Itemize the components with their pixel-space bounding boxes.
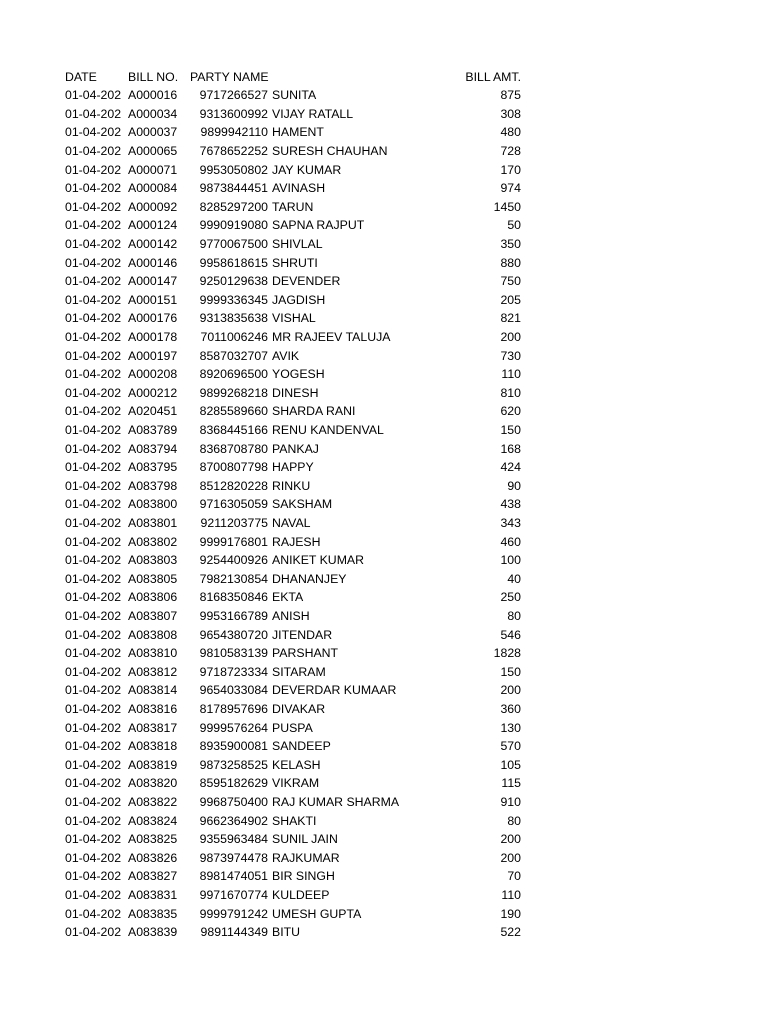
- row-date: 01-04-202: [65, 162, 122, 177]
- row-bill-no: A083819: [128, 757, 178, 772]
- row-bill-no: A000212: [128, 385, 178, 400]
- row-phone: 9716305059: [199, 497, 268, 512]
- row-bill-no: A083808: [128, 627, 178, 642]
- row-phone: 8587032707: [199, 348, 268, 363]
- row-date: 01-04-202: [65, 701, 122, 716]
- table-row: [0, 719, 768, 738]
- row-phone: 8285297200: [199, 199, 268, 214]
- row-party-name: PUSPA: [272, 720, 313, 735]
- row-party-name: RENU KANDENVAL: [272, 422, 384, 437]
- row-bill-no: A083835: [128, 906, 178, 921]
- row-bill-amt: 730: [500, 348, 521, 363]
- row-bill-no: A083820: [128, 776, 178, 791]
- row-date: 01-04-202: [65, 720, 122, 735]
- row-bill-no: A083803: [128, 553, 178, 568]
- row-phone: 8935900081: [199, 739, 268, 754]
- row-bill-amt: 360: [500, 701, 521, 716]
- row-party-name: PARSHANT: [272, 646, 339, 661]
- row-bill-amt: 480: [500, 125, 521, 140]
- row-phone: 8168350846: [199, 590, 268, 605]
- row-date: 01-04-202: [65, 478, 122, 493]
- row-date: 01-04-202: [65, 608, 122, 623]
- table-row: [0, 700, 768, 719]
- table-row: [0, 644, 768, 663]
- row-bill-no: A000084: [128, 181, 178, 196]
- row-bill-amt: 308: [500, 106, 521, 121]
- table-row: [0, 477, 768, 496]
- row-party-name: RAJ KUMAR SHARMA: [272, 794, 400, 809]
- row-bill-amt: 168: [500, 441, 521, 456]
- row-bill-amt: 1450: [493, 199, 521, 214]
- row-bill-no: A083814: [128, 683, 178, 698]
- row-phone: 9355963484: [199, 832, 268, 847]
- row-bill-no: A083812: [128, 664, 178, 679]
- table-row: [0, 774, 768, 793]
- row-party-name: SHRUTI: [272, 255, 318, 270]
- row-party-name: KELASH: [272, 757, 321, 772]
- row-bill-no: A083801: [128, 515, 178, 530]
- row-bill-amt: 250: [500, 590, 521, 605]
- row-bill-no: A083810: [128, 646, 178, 661]
- row-party-name: RAJKUMAR: [272, 850, 340, 865]
- row-bill-amt: 200: [500, 683, 521, 698]
- row-date: 01-04-202: [65, 571, 122, 586]
- table-row: [0, 291, 768, 310]
- row-bill-amt: 880: [500, 255, 521, 270]
- row-phone: 8700807798: [199, 460, 268, 475]
- row-phone: 9654033084: [199, 683, 268, 698]
- row-bill-no: A000208: [128, 367, 178, 382]
- row-party-name: DINESH: [272, 385, 319, 400]
- row-bill-no: A083839: [128, 925, 178, 940]
- row-date: 01-04-202: [65, 236, 122, 251]
- row-phone: 9254400926: [199, 553, 268, 568]
- table-row: [0, 681, 768, 700]
- row-phone: 9717266527: [199, 88, 268, 103]
- row-party-name: DEVERDAR KUMAAR: [272, 683, 397, 698]
- row-phone: 9654380720: [199, 627, 268, 642]
- row-party-name: VIKRAM: [272, 776, 320, 791]
- row-bill-amt: 200: [500, 832, 521, 847]
- row-party-name: AVINASH: [272, 181, 326, 196]
- row-bill-amt: 424: [500, 460, 521, 475]
- table-row: [0, 830, 768, 849]
- row-party-name: SAPNA RAJPUT: [272, 218, 365, 233]
- row-phone: 9313600992: [199, 106, 268, 121]
- table-row: [0, 458, 768, 477]
- table-row: [0, 179, 768, 198]
- row-party-name: BITU: [272, 925, 301, 940]
- table-row: [0, 309, 768, 328]
- row-bill-no: A083802: [128, 534, 178, 549]
- table-row: [0, 272, 768, 291]
- row-party-name: HAPPY: [272, 460, 314, 475]
- row-date: 01-04-202: [65, 739, 122, 754]
- table-row: [0, 812, 768, 831]
- row-party-name: JITENDAR: [272, 627, 333, 642]
- table-row: [0, 905, 768, 924]
- row-bill-amt: 110: [501, 367, 521, 382]
- row-party-name: VIJAY RATALL: [272, 106, 354, 121]
- row-party-name: UMESH GUPTA: [272, 906, 362, 921]
- row-bill-amt: 522: [500, 925, 521, 940]
- row-bill-no: A000151: [128, 292, 178, 307]
- row-bill-amt: 70: [507, 869, 521, 884]
- row-bill-no: A083789: [128, 422, 178, 437]
- header-bill-amt: BILL AMT.: [465, 69, 521, 84]
- row-date: 01-04-202: [65, 683, 122, 698]
- table-row: [0, 588, 768, 607]
- row-date: 01-04-202: [65, 385, 122, 400]
- row-party-name: DHANANJEY: [272, 571, 347, 586]
- row-date: 01-04-202: [65, 106, 122, 121]
- row-bill-no: A083798: [128, 478, 178, 493]
- row-phone: 9891144349: [200, 925, 268, 940]
- row-date: 01-04-202: [65, 906, 122, 921]
- row-party-name: NAVAL: [272, 515, 311, 530]
- row-bill-no: A000034: [128, 106, 178, 121]
- row-bill-amt: 350: [500, 236, 521, 251]
- table-row: [0, 161, 768, 180]
- row-bill-amt: 110: [501, 887, 521, 902]
- row-date: 01-04-202: [65, 255, 122, 270]
- table-row: [0, 105, 768, 124]
- table-row: [0, 756, 768, 775]
- row-party-name: PANKAJ: [272, 441, 319, 456]
- row-phone: 9971670774: [199, 887, 268, 902]
- row-bill-amt: 200: [500, 329, 521, 344]
- row-party-name: BIR SINGH: [272, 869, 335, 884]
- row-phone: 8285589660: [199, 404, 268, 419]
- row-bill-amt: 910: [500, 794, 521, 809]
- row-date: 01-04-202: [65, 553, 122, 568]
- row-bill-amt: 205: [500, 292, 521, 307]
- table-row: [0, 402, 768, 421]
- row-date: 01-04-202: [65, 218, 122, 233]
- table-row: [0, 421, 768, 440]
- row-bill-no: A000176: [128, 311, 178, 326]
- row-date: 01-04-202: [65, 850, 122, 865]
- row-phone: 7011006246: [200, 329, 268, 344]
- table-row: [0, 626, 768, 645]
- row-phone: 9313835638: [199, 311, 268, 326]
- row-bill-no: A000124: [128, 218, 178, 233]
- row-bill-no: A083800: [128, 497, 178, 512]
- row-party-name: SURESH CHAUHAN: [272, 143, 388, 158]
- row-date: 01-04-202: [65, 181, 122, 196]
- table-row: [0, 923, 768, 942]
- row-phone: 9999791242: [199, 906, 268, 921]
- row-phone: 9953166789: [199, 608, 268, 623]
- row-date: 01-04-202: [65, 348, 122, 363]
- row-party-name: JAGDISH: [272, 292, 326, 307]
- row-date: 01-04-202: [65, 497, 122, 512]
- row-party-name: SITARAM: [272, 664, 326, 679]
- row-date: 01-04-202: [65, 88, 122, 103]
- table-row: [0, 384, 768, 403]
- row-date: 01-04-202: [65, 460, 122, 475]
- row-date: 01-04-202: [65, 515, 122, 530]
- row-phone: 8368445166: [199, 422, 268, 437]
- table-row: [0, 867, 768, 886]
- row-party-name: SAKSHAM: [272, 497, 333, 512]
- row-bill-amt: 100: [500, 553, 521, 568]
- row-bill-no: A000147: [128, 274, 178, 289]
- row-bill-no: A083831: [128, 887, 178, 902]
- header-party-name: PARTY NAME: [190, 69, 269, 84]
- row-phone: 9999176801: [199, 534, 268, 549]
- row-bill-amt: 105: [500, 757, 521, 772]
- row-party-name: EKTA: [272, 590, 304, 605]
- row-bill-amt: 438: [500, 497, 521, 512]
- row-bill-amt: 130: [500, 720, 521, 735]
- table-row: [0, 663, 768, 682]
- row-date: 01-04-202: [65, 329, 122, 344]
- row-bill-no: A000197: [128, 348, 178, 363]
- row-date: 01-04-202: [65, 794, 122, 809]
- row-bill-amt: 460: [500, 534, 521, 549]
- row-party-name: HAMENT: [272, 125, 324, 140]
- table-row: [0, 514, 768, 533]
- table-row: [0, 440, 768, 459]
- row-bill-amt: 170: [500, 162, 521, 177]
- row-bill-no: A020451: [128, 404, 178, 419]
- row-date: 01-04-202: [65, 646, 122, 661]
- row-date: 01-04-202: [65, 590, 122, 605]
- row-date: 01-04-202: [65, 776, 122, 791]
- row-bill-no: A000092: [128, 199, 178, 214]
- row-party-name: DIVAKAR: [272, 701, 326, 716]
- row-party-name: SUNIL JAIN: [272, 832, 338, 847]
- row-party-name: YOGESH: [272, 367, 325, 382]
- row-phone: 9770067500: [199, 236, 268, 251]
- row-bill-no: A083824: [128, 813, 178, 828]
- row-party-name: RAJESH: [272, 534, 321, 549]
- table-row: [0, 570, 768, 589]
- header-bill-no: BILL NO.: [128, 69, 179, 84]
- table-row: [0, 495, 768, 514]
- row-bill-no: A083816: [128, 701, 178, 716]
- row-bill-no: A000146: [128, 255, 178, 270]
- row-bill-amt: 80: [507, 608, 521, 623]
- table-row: [0, 254, 768, 273]
- row-date: 01-04-202: [65, 664, 122, 679]
- row-party-name: SHIVLAL: [272, 236, 323, 251]
- row-bill-no: A083826: [128, 850, 178, 865]
- row-phone: 9873974478: [199, 850, 268, 865]
- row-bill-amt: 546: [500, 627, 521, 642]
- table-row: [0, 198, 768, 217]
- row-bill-no: A083822: [128, 794, 178, 809]
- row-bill-no: A000037: [128, 125, 178, 140]
- row-party-name: ANIKET KUMAR: [272, 553, 365, 568]
- table-row: [0, 365, 768, 384]
- row-bill-no: A000065: [128, 143, 178, 158]
- table-row: [0, 607, 768, 626]
- row-bill-amt: 343: [500, 515, 521, 530]
- row-bill-amt: 570: [500, 739, 521, 754]
- row-bill-amt: 150: [500, 422, 521, 437]
- row-phone: 9953050802: [199, 162, 268, 177]
- row-phone: 9899268218: [199, 385, 268, 400]
- row-bill-no: A083817: [128, 720, 178, 735]
- row-bill-no: A083794: [128, 441, 178, 456]
- row-bill-amt: 875: [500, 88, 521, 103]
- row-bill-no: A000071: [128, 162, 178, 177]
- row-bill-amt: 821: [500, 311, 521, 326]
- row-party-name: SHAKTI: [272, 813, 317, 828]
- row-date: 01-04-202: [65, 757, 122, 772]
- row-bill-amt: 750: [500, 274, 521, 289]
- table-row: [0, 123, 768, 142]
- row-bill-amt: 810: [500, 385, 521, 400]
- table-row: [0, 886, 768, 905]
- row-bill-no: A000016: [128, 88, 178, 103]
- row-phone: 8920696500: [199, 367, 268, 382]
- row-phone: 8981474051: [199, 869, 268, 884]
- row-phone: 9250129638: [199, 274, 268, 289]
- table-row: [0, 737, 768, 756]
- table-row: [0, 849, 768, 868]
- row-party-name: VISHAL: [272, 311, 316, 326]
- row-date: 01-04-202: [65, 367, 122, 382]
- table-row: [0, 86, 768, 105]
- row-date: 01-04-202: [65, 199, 122, 214]
- row-phone: 7678652252: [199, 143, 268, 158]
- row-bill-no: A000178: [128, 329, 178, 344]
- row-phone: 9873844451: [199, 181, 268, 196]
- row-phone: 9990919080: [199, 218, 268, 233]
- row-bill-no: A083818: [128, 739, 178, 754]
- table-row: [0, 328, 768, 347]
- row-date: 01-04-202: [65, 813, 122, 828]
- row-bill-no: A083795: [128, 460, 178, 475]
- row-date: 01-04-202: [65, 869, 122, 884]
- row-phone: 9718723334: [199, 664, 268, 679]
- row-bill-amt: 974: [500, 181, 521, 196]
- row-phone: 8512820228: [199, 478, 268, 493]
- row-bill-no: A000142: [128, 236, 178, 251]
- row-bill-no: A083825: [128, 832, 178, 847]
- row-date: 01-04-202: [65, 422, 122, 437]
- row-bill-amt: 200: [500, 850, 521, 865]
- row-date: 01-04-202: [65, 534, 122, 549]
- row-date: 01-04-202: [65, 292, 122, 307]
- row-party-name: TARUN: [272, 199, 314, 214]
- row-phone: 9968750400: [199, 794, 268, 809]
- row-bill-amt: 115: [501, 776, 521, 791]
- row-bill-amt: 728: [500, 143, 521, 158]
- row-party-name: MR RAJEEV TALUJA: [272, 329, 391, 344]
- row-date: 01-04-202: [65, 274, 122, 289]
- row-bill-no: A083807: [128, 608, 178, 623]
- row-date: 01-04-202: [65, 143, 122, 158]
- row-party-name: SUNITA: [272, 88, 317, 103]
- row-bill-amt: 620: [500, 404, 521, 419]
- row-date: 01-04-202: [65, 125, 122, 140]
- row-bill-amt: 150: [500, 664, 521, 679]
- row-bill-amt: 50: [507, 218, 521, 233]
- row-party-name: SANDEEP: [272, 739, 331, 754]
- row-phone: 9958618615: [199, 255, 268, 270]
- table-row: [0, 793, 768, 812]
- row-phone: 8178957696: [199, 701, 268, 716]
- row-phone: 9873258525: [199, 757, 268, 772]
- row-bill-amt: 1828: [493, 646, 521, 661]
- table-row: [0, 347, 768, 366]
- header-row: [0, 68, 768, 87]
- table-row: [0, 551, 768, 570]
- row-date: 01-04-202: [65, 887, 122, 902]
- row-phone: 9662364902: [199, 813, 268, 828]
- row-party-name: ANISH: [272, 608, 310, 623]
- row-phone: 7982130854: [199, 571, 268, 586]
- table-row: [0, 142, 768, 161]
- row-phone: 9999336345: [199, 292, 268, 307]
- row-bill-amt: 190: [500, 906, 521, 921]
- header-date: DATE: [65, 69, 97, 84]
- row-party-name: AVIK: [272, 348, 300, 363]
- row-phone: 9899942110: [200, 125, 268, 140]
- row-bill-amt: 90: [507, 478, 521, 493]
- row-date: 01-04-202: [65, 925, 122, 940]
- row-phone: 9211203775: [200, 515, 268, 530]
- row-bill-no: A083806: [128, 590, 178, 605]
- row-phone: 8595182629: [199, 776, 268, 791]
- row-bill-amt: 80: [507, 813, 521, 828]
- row-party-name: SHARDA RANI: [272, 404, 356, 419]
- table-row: [0, 216, 768, 235]
- row-date: 01-04-202: [65, 627, 122, 642]
- row-phone: 8368708780: [199, 441, 268, 456]
- row-party-name: KULDEEP: [272, 887, 330, 902]
- row-bill-no: A083805: [128, 571, 178, 586]
- row-date: 01-04-202: [65, 311, 122, 326]
- row-date: 01-04-202: [65, 441, 122, 456]
- row-date: 01-04-202: [65, 832, 122, 847]
- row-phone: 9810583139: [199, 646, 268, 661]
- row-party-name: DEVENDER: [272, 274, 341, 289]
- row-phone: 9999576264: [199, 720, 268, 735]
- table-row: [0, 533, 768, 552]
- row-bill-amt: 40: [507, 571, 521, 586]
- row-date: 01-04-202: [65, 404, 122, 419]
- row-party-name: RINKU: [272, 478, 311, 493]
- row-party-name: JAY KUMAR: [272, 162, 342, 177]
- table-row: [0, 235, 768, 254]
- row-bill-no: A083827: [128, 869, 178, 884]
